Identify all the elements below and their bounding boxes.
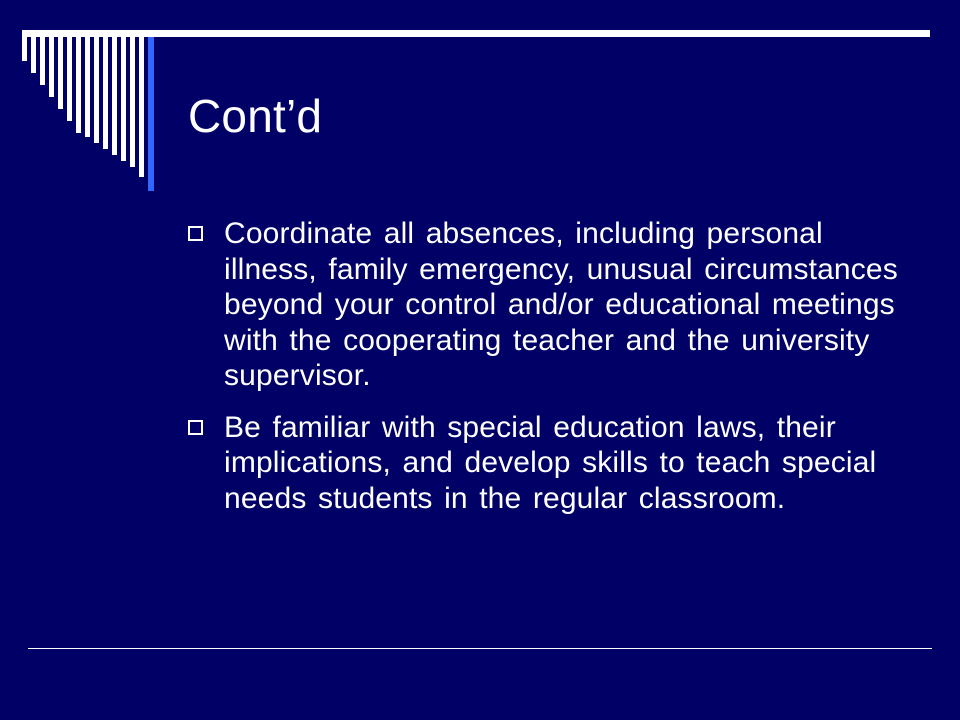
stripe [121, 37, 126, 161]
stripe [67, 37, 72, 121]
decorative-stripes [0, 0, 180, 200]
stripe [49, 37, 54, 97]
stripe [139, 37, 144, 177]
stripe [94, 37, 99, 143]
slide-title: Cont’d [188, 90, 323, 142]
bottom-rule [28, 648, 932, 649]
bullet-item [188, 410, 908, 517]
stripe [103, 37, 108, 149]
stripe [40, 37, 45, 85]
stripe [85, 37, 90, 137]
bullet-item [188, 216, 908, 394]
bullet-text: Be familiar with special education laws, their implications, and develop skills to teach special needs students in the regular classroom. [224, 410, 877, 515]
hollow-square-icon [188, 420, 203, 435]
stripe [130, 37, 135, 167]
stripe [58, 37, 63, 109]
bullet-list [188, 216, 908, 532]
stripe [76, 37, 81, 133]
stripe [31, 37, 36, 73]
stripe [148, 37, 154, 191]
hollow-square-icon [188, 226, 203, 241]
bullet-text: Coordinate all absences, including personal illness, family emergency, unusual circumstances beyond your control and/or educational meetings with the cooperating teacher and the university supervisor. [224, 217, 898, 392]
stripe [112, 37, 117, 155]
stripe [22, 37, 27, 61]
